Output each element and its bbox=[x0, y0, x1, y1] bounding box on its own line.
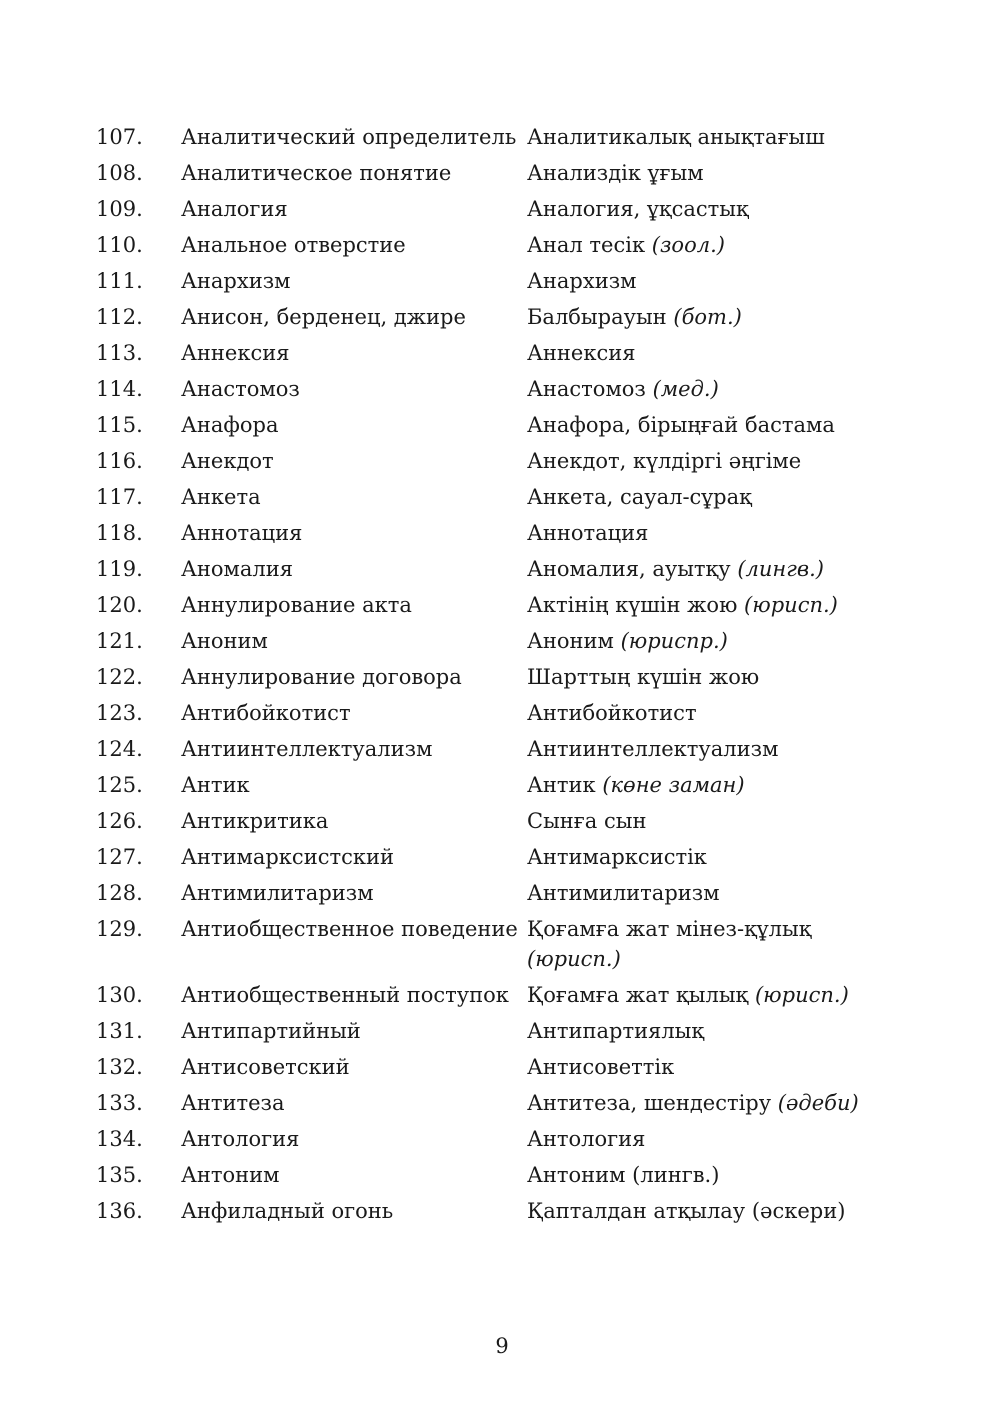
domain-note: (юрисп.) bbox=[744, 593, 838, 617]
glossary-entry bbox=[96, 266, 896, 296]
entry-number: 133. bbox=[96, 1091, 143, 1115]
glossary-entry bbox=[96, 338, 896, 368]
russian-term: Анкета bbox=[181, 485, 261, 509]
entry-number: 125. bbox=[96, 773, 143, 797]
glossary-entry bbox=[96, 914, 896, 974]
russian-term: Антибойкотист bbox=[181, 701, 351, 725]
kazakh-term-text: Антоним (лингв.) bbox=[527, 1163, 720, 1187]
glossary-entry bbox=[96, 842, 896, 872]
glossary-entry bbox=[96, 518, 896, 548]
kazakh-term-text: Аналогия, ұқсастық bbox=[527, 197, 749, 221]
russian-term: Антитеза bbox=[181, 1091, 285, 1115]
glossary-entry bbox=[96, 1016, 896, 1046]
russian-term: Аннотация bbox=[181, 521, 303, 545]
kazakh-term-text: Шарттың күшін жою bbox=[527, 665, 760, 689]
entry-number: 119. bbox=[96, 557, 143, 581]
kazakh-term bbox=[527, 482, 896, 512]
kazakh-term bbox=[527, 374, 896, 404]
kazakh-term-text: Балбырауын bbox=[527, 305, 667, 329]
glossary-entry bbox=[96, 374, 896, 404]
russian-term: Анархизм bbox=[181, 269, 291, 293]
kazakh-term-text: Аннотация bbox=[527, 521, 649, 545]
kazakh-term bbox=[527, 770, 896, 800]
glossary-entry bbox=[96, 734, 896, 764]
kazakh-term-text: Аномалия, ауытқу bbox=[527, 557, 731, 581]
kazakh-term bbox=[527, 1124, 896, 1154]
glossary-entry bbox=[96, 482, 896, 512]
domain-note: (юриспр.) bbox=[620, 629, 728, 653]
russian-term: Антология bbox=[181, 1127, 300, 1151]
domain-note: (әдеби) bbox=[777, 1091, 859, 1115]
kazakh-term bbox=[527, 698, 896, 728]
kazakh-term-text: Қапталдан атқылау (әскери) bbox=[527, 1199, 846, 1223]
entry-number: 116. bbox=[96, 449, 143, 473]
glossary-entry bbox=[96, 980, 896, 1010]
glossary-entry bbox=[96, 158, 896, 188]
russian-term: Антоним bbox=[181, 1163, 280, 1187]
glossary-entry bbox=[96, 770, 896, 800]
domain-note: (лингв.) bbox=[737, 557, 824, 581]
entry-number: 111. bbox=[96, 269, 143, 293]
entry-number: 113. bbox=[96, 341, 143, 365]
kazakh-term bbox=[527, 158, 896, 188]
kazakh-term-text: Антипартиялық bbox=[527, 1019, 705, 1043]
kazakh-term bbox=[527, 446, 896, 476]
kazakh-term-text: Анекдот, күлдіргі әңгіме bbox=[527, 449, 802, 473]
kazakh-term-text: Анафора, бірыңғай бастама bbox=[527, 413, 835, 437]
kazakh-term-text: Анастомоз bbox=[527, 377, 646, 401]
russian-term: Анисон, берденец, джире bbox=[181, 305, 466, 329]
entry-number: 126. bbox=[96, 809, 143, 833]
kazakh-term bbox=[527, 518, 896, 548]
russian-term: Аналитическое понятие bbox=[181, 161, 452, 185]
glossary-entry bbox=[96, 554, 896, 584]
kazakh-term-text: Анкета, сауал-сұрақ bbox=[527, 485, 752, 509]
russian-term: Аннулирование договора bbox=[181, 665, 462, 689]
russian-term: Антикритика bbox=[181, 809, 329, 833]
entry-number: 132. bbox=[96, 1055, 143, 1079]
russian-term: Аннулирование акта bbox=[181, 593, 412, 617]
russian-term: Антиобщественный поступок bbox=[181, 983, 509, 1007]
russian-term: Антисоветский bbox=[181, 1055, 350, 1079]
kazakh-term-text: Антиинтеллектуализм bbox=[527, 737, 779, 761]
entry-number: 112. bbox=[96, 305, 143, 329]
kazakh-term-text: Антибойкотист bbox=[527, 701, 697, 725]
kazakh-term bbox=[527, 338, 896, 368]
kazakh-term bbox=[527, 590, 896, 620]
glossary-entry bbox=[96, 1088, 896, 1118]
entry-number: 130. bbox=[96, 983, 143, 1007]
entry-number: 134. bbox=[96, 1127, 143, 1151]
entry-number: 124. bbox=[96, 737, 143, 761]
entry-number: 120. bbox=[96, 593, 143, 617]
glossary-entry bbox=[96, 1160, 896, 1190]
russian-term: Аноним bbox=[181, 629, 268, 653]
kazakh-term-text: Аноним bbox=[527, 629, 614, 653]
kazakh-term-text: Қоғамға жат мінез-құлық bbox=[527, 917, 812, 941]
entry-number: 127. bbox=[96, 845, 143, 869]
russian-term: Антимилитаризм bbox=[181, 881, 374, 905]
russian-term: Аналогия bbox=[181, 197, 288, 221]
entry-number: 107. bbox=[96, 125, 143, 149]
russian-term: Анфиладный огонь bbox=[181, 1199, 394, 1223]
russian-term: Анафора bbox=[181, 413, 279, 437]
entry-number: 117. bbox=[96, 485, 143, 509]
kazakh-term-text: Антитеза, шендестіру bbox=[527, 1091, 772, 1115]
glossary-entries bbox=[96, 122, 896, 1232]
kazakh-term bbox=[527, 662, 896, 692]
russian-term: Анальное отверстие bbox=[181, 233, 406, 257]
kazakh-term bbox=[527, 734, 896, 764]
kazakh-term bbox=[527, 230, 896, 260]
kazakh-term bbox=[527, 554, 896, 584]
kazakh-term bbox=[527, 980, 896, 1010]
glossary-entry bbox=[96, 410, 896, 440]
kazakh-term bbox=[527, 266, 896, 296]
entry-number: 122. bbox=[96, 665, 143, 689]
kazakh-term bbox=[527, 1016, 896, 1046]
domain-note: (көне заман) bbox=[602, 773, 745, 797]
kazakh-term-text: Қоғамға жат қылық bbox=[527, 983, 749, 1007]
domain-note: (бот.) bbox=[673, 305, 742, 329]
russian-term: Антик bbox=[181, 773, 250, 797]
entry-number: 123. bbox=[96, 701, 143, 725]
kazakh-term bbox=[527, 1160, 896, 1190]
russian-term: Антиинтеллектуализм bbox=[181, 737, 433, 761]
kazakh-term bbox=[527, 1196, 896, 1226]
kazakh-term bbox=[527, 122, 896, 152]
entry-number: 121. bbox=[96, 629, 143, 653]
kazakh-term-text: Антик bbox=[527, 773, 596, 797]
kazakh-term-text: Анализдік ұғым bbox=[527, 161, 704, 185]
entry-number: 108. bbox=[96, 161, 143, 185]
glossary-entry bbox=[96, 806, 896, 836]
entry-number: 131. bbox=[96, 1019, 143, 1043]
entry-number: 129. bbox=[96, 917, 143, 941]
glossary-entry bbox=[96, 194, 896, 224]
kazakh-term bbox=[527, 410, 896, 440]
russian-term: Антимарксистский bbox=[181, 845, 394, 869]
entry-number: 110. bbox=[96, 233, 143, 257]
kazakh-term bbox=[527, 806, 896, 836]
kazakh-term bbox=[527, 914, 896, 974]
entry-number: 115. bbox=[96, 413, 143, 437]
kazakh-term-text: Антимилитаризм bbox=[527, 881, 720, 905]
kazakh-term bbox=[527, 194, 896, 224]
kazakh-term-text: Антология bbox=[527, 1127, 646, 1151]
entry-number: 114. bbox=[96, 377, 143, 401]
glossary-entry bbox=[96, 662, 896, 692]
glossary-entry bbox=[96, 302, 896, 332]
kazakh-term bbox=[527, 1052, 896, 1082]
glossary-entry bbox=[96, 1124, 896, 1154]
russian-term: Аналитический определитель bbox=[181, 125, 517, 149]
kazakh-term-text: Анархизм bbox=[527, 269, 637, 293]
russian-term: Анастомоз bbox=[181, 377, 300, 401]
russian-term: Антипартийный bbox=[181, 1019, 361, 1043]
domain-note: (юрисп.) bbox=[754, 983, 849, 1007]
domain-note: (зоол.) bbox=[651, 233, 725, 257]
russian-term: Анекдот bbox=[181, 449, 274, 473]
kazakh-term bbox=[527, 1088, 896, 1118]
entry-number: 118. bbox=[96, 521, 143, 545]
glossary-entry bbox=[96, 626, 896, 656]
russian-term: Аннексия bbox=[181, 341, 290, 365]
russian-term: Антиобщественное поведение bbox=[181, 917, 518, 941]
kazakh-term-text: Аннексия bbox=[527, 341, 636, 365]
kazakh-term bbox=[527, 842, 896, 872]
kazakh-term bbox=[527, 626, 896, 656]
glossary-entry bbox=[96, 1196, 896, 1226]
kazakh-term bbox=[527, 878, 896, 908]
kazakh-term bbox=[527, 302, 896, 332]
entry-number: 109. bbox=[96, 197, 143, 221]
glossary-entry bbox=[96, 590, 896, 620]
kazakh-term-text: Сынға сын bbox=[527, 809, 647, 833]
domain-note: (юрисп.) bbox=[527, 947, 621, 971]
glossary-entry bbox=[96, 878, 896, 908]
kazakh-term-text: Антимарксистік bbox=[527, 845, 707, 869]
russian-term: Аномалия bbox=[181, 557, 293, 581]
kazakh-term-text: Антисоветтік bbox=[527, 1055, 675, 1079]
kazakh-term-text: Актінің күшін жою bbox=[527, 593, 738, 617]
entry-number: 128. bbox=[96, 881, 143, 905]
entry-number: 135. bbox=[96, 1163, 143, 1187]
domain-note: (мед.) bbox=[652, 377, 719, 401]
kazakh-term-text: Анал тесік bbox=[527, 233, 646, 257]
kazakh-term-text: Аналитикалық анықтағыш bbox=[527, 125, 825, 149]
glossary-entry bbox=[96, 122, 896, 152]
page-number: 9 bbox=[495, 1334, 509, 1358]
glossary-entry bbox=[96, 1052, 896, 1082]
entry-number: 136. bbox=[96, 1199, 143, 1223]
glossary-entry bbox=[96, 698, 896, 728]
glossary-entry bbox=[96, 230, 896, 260]
glossary-entry bbox=[96, 446, 896, 476]
